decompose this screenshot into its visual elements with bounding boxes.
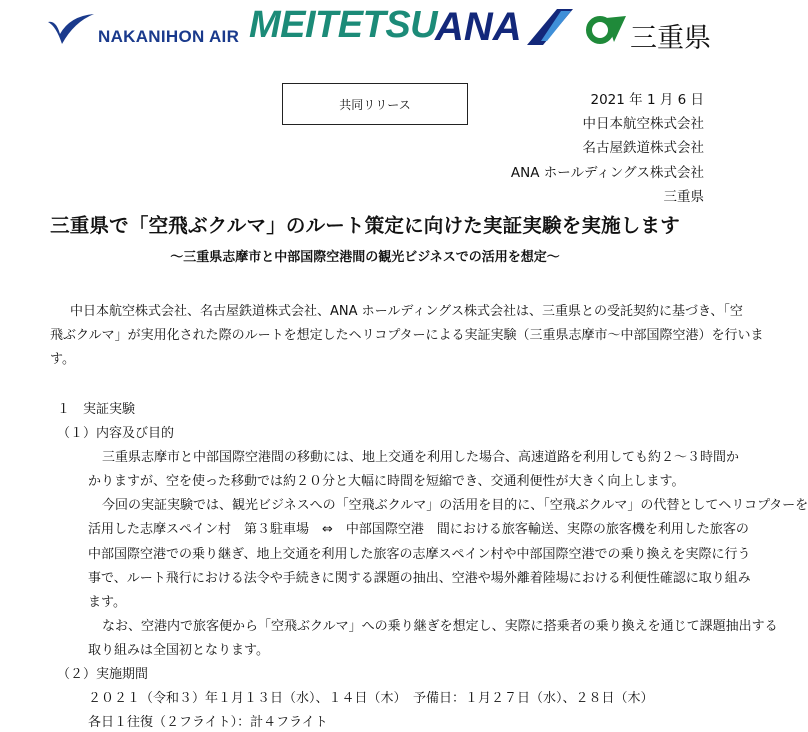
paragraph-line: 取り組みは全国初となります。: [88, 643, 269, 658]
issuer: 三重県: [663, 189, 704, 205]
document-title: 三重県で「空飛ぶクルマ」のルート策定に向けた実証実験を実施します: [50, 214, 680, 237]
ana-logo: [435, 5, 575, 49]
paragraph-line: なお、空港内で旅客便から「空飛ぶクルマ」への乗り継ぎを想定し、実際に搭乗者の乗り換えを通じて課題抽出する: [102, 619, 778, 634]
paragraph-line: ます。: [88, 595, 126, 610]
subsection-heading: （１）内容及び目的: [57, 426, 175, 441]
schedule-line: ２０２１（令和３）年１月１３日（水）、１４日（木） 予備日：１月２７日（水）、２８日（木）: [88, 691, 654, 706]
nakanihon-air-logo-text: NAKANIHON AIR: [98, 27, 240, 46]
nakanihon-air-logo: [46, 10, 241, 50]
schedule-line: 各日１往復（２フライト）：計４フライト: [88, 715, 328, 730]
mie-prefecture-logo-text: 三重県: [630, 23, 711, 54]
ana-stripe-icon: [527, 9, 575, 45]
ana-logo-text: ANA: [435, 5, 522, 49]
paragraph-line: 活用した志摩スペイン村 第３駐車場 ⇔ 中部国際空港 間における旅客輸送、実際の旅客機を利用した旅客の: [88, 522, 749, 537]
document-subtitle: ～三重県志摩市と中部国際空港間の観光ビジネスでの活用を想定～: [170, 250, 560, 265]
paragraph-line: かりますが、空を使った移動では約２０分と大幅に時間を短縮でき、交通利便性が大きく向上します。: [88, 474, 685, 489]
section-heading: １ 実証実験: [57, 402, 136, 417]
meitetsu-logo: MEITETSU: [249, 4, 438, 46]
issuer: 名古屋鉄道株式会社: [582, 140, 704, 156]
intro-line: す。: [50, 352, 75, 367]
intro-line: 飛ぶクルマ」が実用化された際のルートを想定したヘリコプターによる実証実験（三重県志摩市～中部国際空港）を行いま: [50, 328, 764, 343]
issuer: ANA ホールディングス株式会社: [510, 165, 704, 181]
paragraph-line: 三重県志摩市と中部国際空港間の移動には、地上交通を利用した場合、高速道路を利用しても約２～３時間か: [102, 450, 740, 465]
paragraph-line: 中部国際空港での乗り継ぎ、地上交通を利用した旅客の志摩スペイン村や中部国際空港での乗り換えを実際に行う: [88, 547, 751, 562]
mie-prefecture-logo: [586, 8, 726, 52]
mie-prefecture-emblem-icon: [586, 14, 628, 46]
release-date: 2021 年 1 月 6 日: [590, 92, 704, 108]
paragraph-line: 事で、ルート飛行における法令や手続きに関する課題の抽出、空港や場外離着陸場における利便性確認に取り組み: [88, 571, 751, 586]
nakanihon-swoosh-icon: [46, 12, 96, 48]
joint-release-label: 共同リリース: [282, 83, 468, 125]
issuer: 中日本航空株式会社: [582, 116, 704, 132]
subsection-heading: （２）実施期間: [57, 667, 149, 682]
paragraph-line: 今回の実証実験では、観光ビジネスへの「空飛ぶクルマ」の活用を目的に、「空飛ぶクルマ」の代替としてヘリコプターを: [102, 498, 808, 513]
intro-line: 中日本航空株式会社、名古屋鉄道株式会社、ANA ホールディングス株式会社は、三重県との受託契約に基づき、「空: [70, 304, 743, 319]
